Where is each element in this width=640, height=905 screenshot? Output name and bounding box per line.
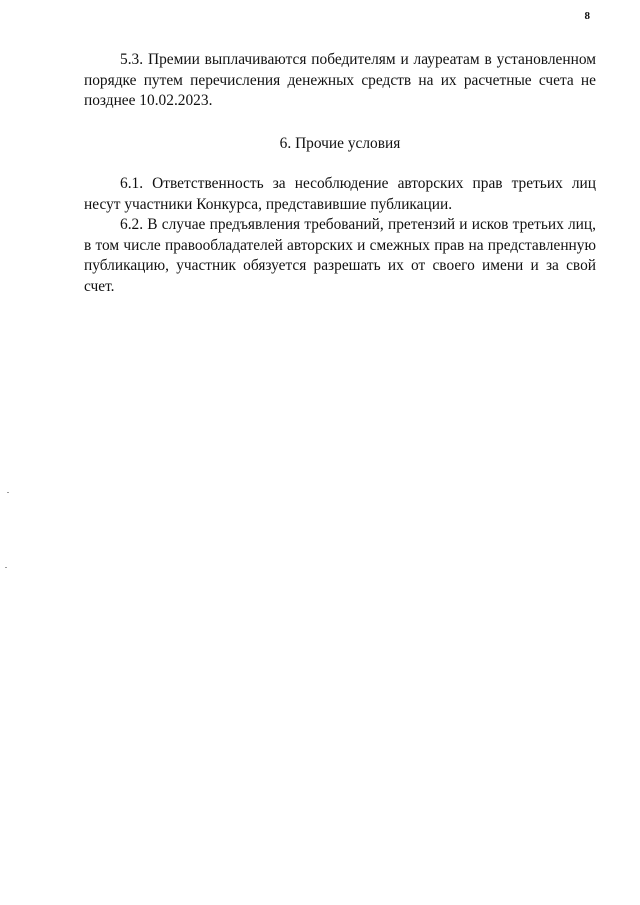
- section-title-6: 6. Прочие условия: [279, 134, 401, 152]
- scan-speck: [7, 492, 9, 493]
- paragraph-6-1: 6.1. Ответственность за несоблюдение авторских прав третьих лиц несут участники Конкурса, представившие публикации.: [84, 175, 596, 213]
- document-body: [84, 50, 596, 297]
- page-number: 8: [584, 10, 590, 22]
- paragraph-6-2: 6.2. В случае предъявления требований, претензий и исков третьих лиц, в том числе правообладателей авторских и смежных прав на представленную публикацию, участник обязуется разрешать их от своего имени и за свой счет.: [84, 216, 596, 295]
- paragraph-5-3: 5.3. Премии выплачиваются победителям и лауреатам в установленном порядке путем перечисления денежных средств на их расчетные счета не позднее 10.02.2023.: [84, 51, 596, 109]
- scan-speck: [5, 567, 7, 568]
